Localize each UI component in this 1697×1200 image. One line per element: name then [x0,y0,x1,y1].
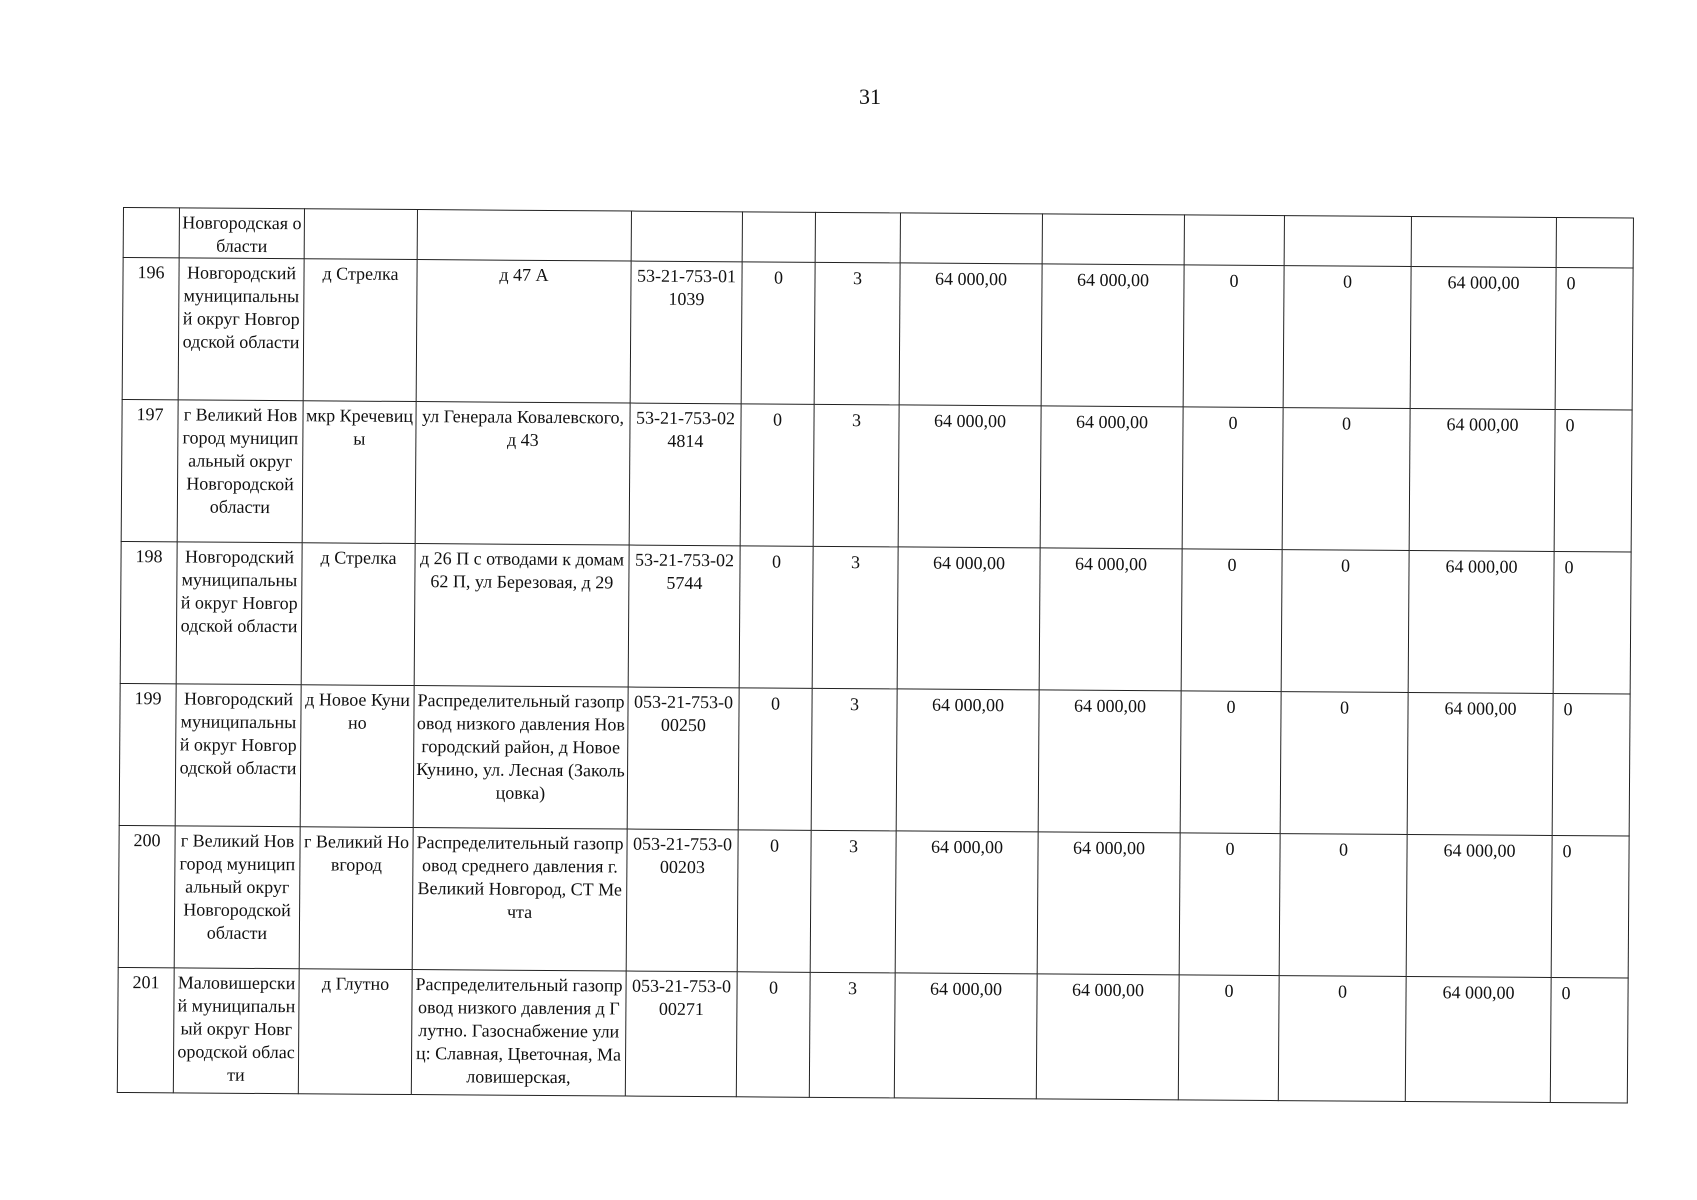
cell-c6: 0 [736,972,810,1098]
cell-c13: 0 [1554,410,1632,553]
cell-c11: 0 [1281,550,1409,693]
cell-c9: 64 000,00 [1039,548,1182,691]
cell-c8: 64 000,00 [895,831,1038,974]
cell-c6: 0 [737,830,811,973]
cell-n: 201 [117,967,174,1092]
cell-settlement: д Новое Кунино [300,685,414,828]
cell-c9: 64 000,00 [1041,264,1184,407]
cell-n: 197 [121,399,178,541]
cell-settlement: д Стрелка [301,543,415,686]
cell-address: д 47 А [416,260,631,403]
cell-municipality: г Великий Новгород муниципальный округ Новгородской области [177,400,303,543]
cell-settlement: г Великий Новгород [299,827,413,970]
cell-address: д 26 П с отводами к домам 62 П, ул Березовая, д 29 [414,544,629,687]
cell-c13: 0 [1550,977,1628,1103]
cell-settlement: д Стрелка [303,259,417,402]
cell-c11: 0 [1278,976,1406,1102]
cell-c12: 64 000,00 [1409,408,1555,551]
cell-c13: 0 [1553,551,1631,694]
cell-c7: 3 [810,830,896,973]
cell-c6: 0 [740,404,814,547]
cell-c10: 0 [1181,549,1282,692]
cell-c7: 3 [813,404,899,547]
cell-n: 200 [118,825,175,967]
cell-code [631,211,742,262]
cell-c7: 3 [809,972,895,1098]
cell-municipality: Новгородская области [179,208,304,259]
cell-c12: 64 000,00 [1408,550,1554,693]
cell-c13 [1556,218,1633,269]
cell-municipality: Новгородский муниципальный округ Новгородской области [175,684,301,827]
cell-c9: 64 000,00 [1036,974,1179,1100]
cell-c13: 0 [1555,268,1633,411]
cell-c8: 64 000,00 [894,973,1037,1099]
cell-address: ул Генерала Ковалевского, д 43 [415,402,630,545]
cell-c12: 64 000,00 [1405,976,1551,1102]
cell-c11: 0 [1280,692,1408,835]
cell-c10: 0 [1178,975,1279,1101]
table-row [122,258,1633,411]
cell-c6: 0 [738,688,812,831]
cell-c12 [1411,216,1556,267]
cell-c13: 0 [1552,693,1630,836]
cell-municipality: Маловишерский муниципальный округ Новгородской области [173,968,299,1094]
cell-c6: 0 [739,546,813,689]
cell-c8: 64 000,00 [896,689,1039,832]
cell-code: 053-21-753-000271 [625,971,737,1097]
cell-c7: 3 [811,688,897,831]
cell-c6 [742,212,815,263]
cell-n [123,208,179,258]
cell-c13: 0 [1551,835,1629,978]
cell-c11 [1284,216,1411,267]
cell-c12: 64 000,00 [1406,834,1552,977]
cell-c11: 0 [1282,408,1410,551]
cell-municipality: г Великий Новгород муниципальный округ Новгородской области [174,826,300,969]
cell-c6: 0 [741,262,815,405]
cell-c10: 0 [1183,265,1284,408]
cell-n: 199 [119,683,176,825]
cell-code: 053-21-753-000250 [627,687,739,830]
cell-code: 53-21-753-025744 [628,545,740,688]
cell-c10: 0 [1180,691,1281,834]
cell-address: Распределительный газопровод среднего давления г. Великий Новгород, СТ Мечта [412,828,627,971]
cell-n: 196 [122,258,179,400]
cell-c9: 64 000,00 [1040,406,1183,549]
cell-address: Распределительный газопровод низкого давления Новгородский район, д Новое Кунино, ул. Лесная (Закольцовка) [413,686,628,829]
table-row [117,967,1628,1103]
cell-c10: 0 [1182,407,1283,550]
cell-settlement: д Глутно [298,969,412,1095]
cell-code: 53-21-753-024814 [629,403,741,546]
cell-address: Распределительный газопровод низкого давления д Глутно. Газоснабжение улиц: Славная, Цветочная, Маловишерская, [411,970,626,1096]
cell-c12: 64 000,00 [1407,692,1553,835]
cell-c8: 64 000,00 [897,547,1040,690]
cell-c9: 64 000,00 [1037,832,1180,975]
cell-c10 [1184,215,1284,266]
cell-c7 [815,212,900,263]
cell-c9 [1042,214,1184,265]
table-row [119,683,1630,836]
cell-settlement: мкр Кречевицы [302,401,416,544]
cell-c7: 3 [812,546,898,689]
cell-c8: 64 000,00 [898,405,1041,548]
cell-code: 53-21-753-011039 [630,261,742,404]
cell-c8 [900,213,1042,264]
cell-c11: 0 [1283,266,1411,409]
cell-c8: 64 000,00 [899,263,1042,406]
table-row [121,399,1632,552]
cell-code: 053-21-753-000203 [626,829,738,972]
cell-c12: 64 000,00 [1410,266,1556,409]
cell-n: 198 [120,541,177,683]
cell-c11: 0 [1279,834,1407,977]
objects-table [117,207,1634,1104]
cell-municipality: Новгородский муниципальный округ Новгородской области [176,542,302,685]
table-row [118,825,1629,978]
cell-settlement [304,209,417,260]
cell-c9: 64 000,00 [1038,690,1181,833]
cell-municipality: Новгородский муниципальный округ Новгородской области [178,258,304,401]
cell-address [417,210,631,261]
table-row [120,541,1631,694]
page-number: 31 [859,84,881,109]
cell-c10: 0 [1179,833,1280,976]
cell-c7: 3 [814,262,900,405]
